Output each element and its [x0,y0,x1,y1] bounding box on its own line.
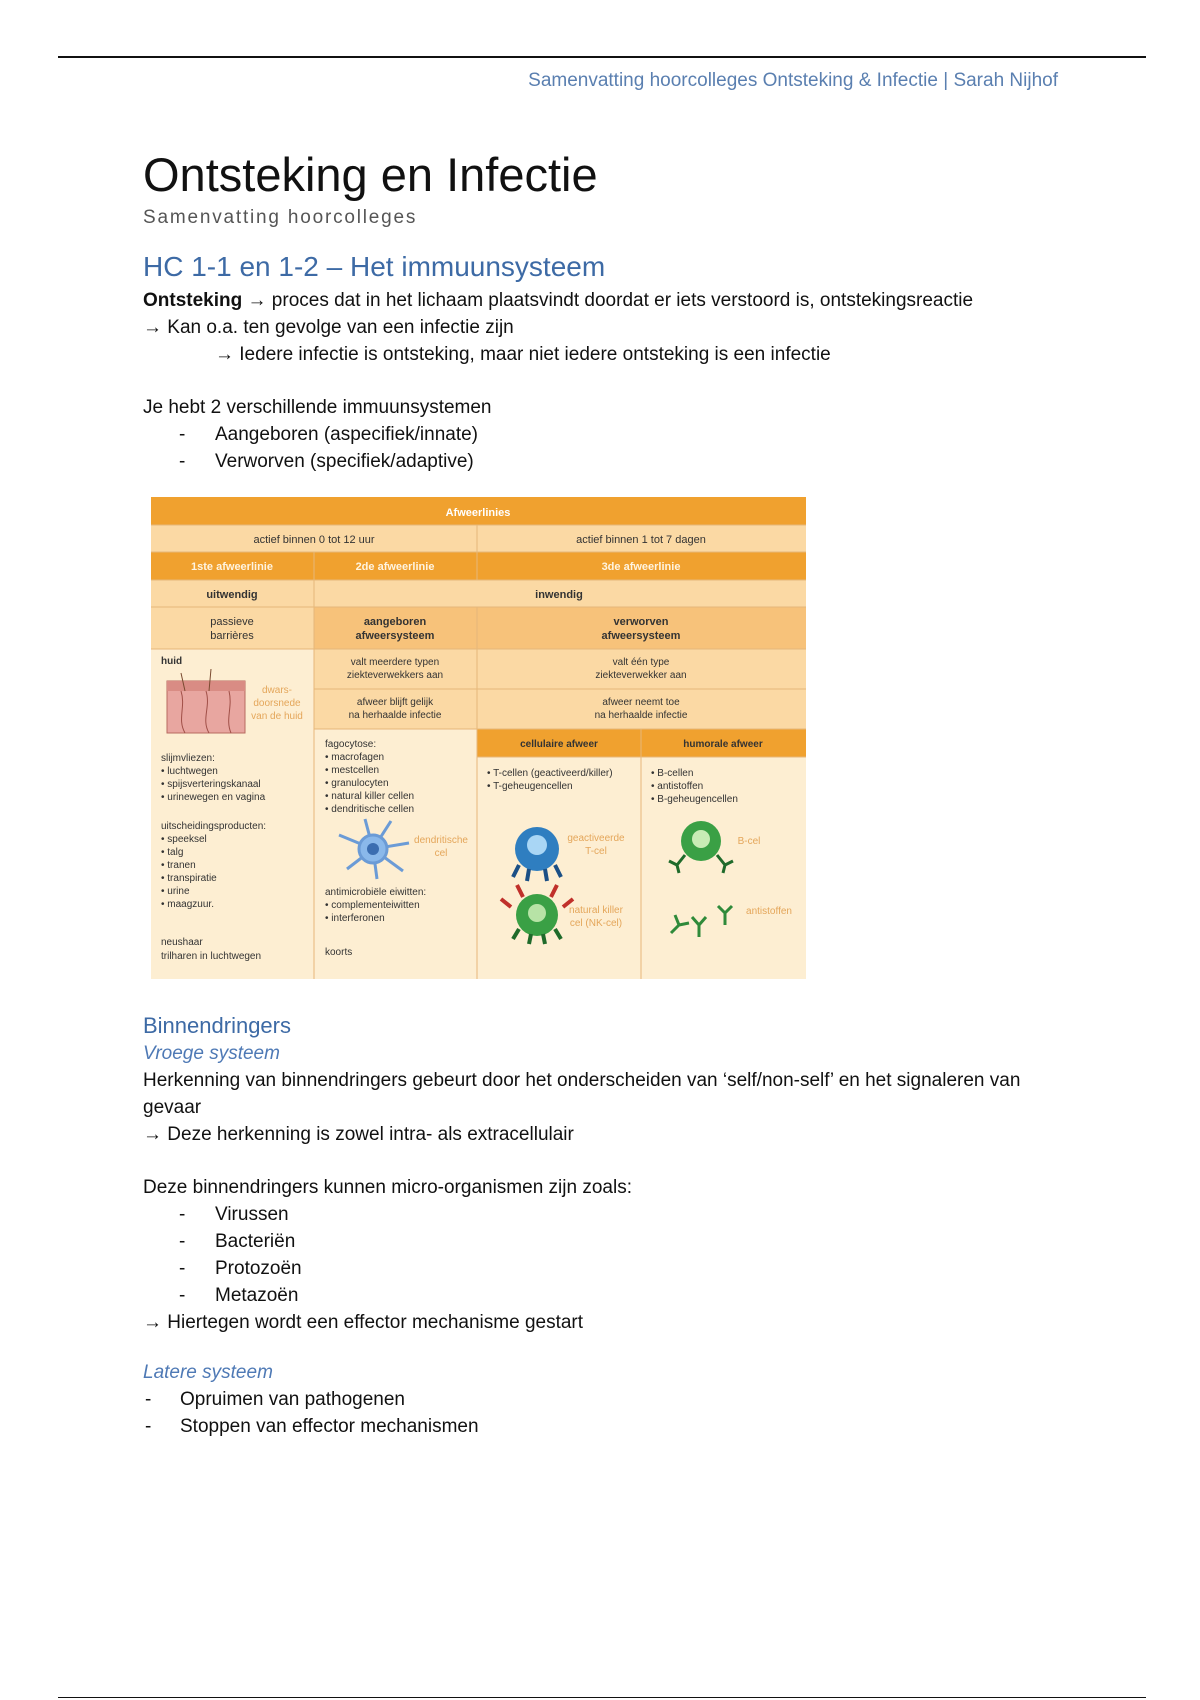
list-item: - Bacteriën [143,1228,1063,1255]
adaptive-repeat-2: na herhaalde infectie [594,709,688,721]
phagocyte-item: • dendritische cellen [325,803,415,815]
footer-rule [58,1697,1146,1698]
antimicrobial-item: • interferonen [325,912,385,924]
adaptive-targets-2: ziekteverwekker aan [595,669,687,681]
excretion-title: uitscheidingsproducten: [161,820,267,832]
innate-repeat-1: afweer blijft gelijk [356,696,434,708]
recognition-note: → Deze herkenning is zowel intra- als extracellulair [143,1123,574,1145]
antibodies-label: antistoffen [746,905,792,917]
b-cell-item: • antistoffen [651,780,704,792]
list-item: - Protozoën [143,1255,1063,1282]
adaptive-label-1: verworven [613,615,669,628]
excretion-item: • transpiratie [161,872,217,884]
nk-cell-label-1: natural killer [569,904,623,916]
list-item: - Opruimen van pathogenen [143,1386,1063,1413]
mucosa-item: • spijsverteringskanaal [161,778,261,790]
passive-label-2: barrières [210,629,254,642]
innate-label-2: afweersysteem [355,629,435,642]
intruders-list [143,1201,1063,1309]
phagocyte-item: • mestcellen [325,764,380,776]
time-innate: actief binnen 0 tot 12 uur [253,533,375,546]
infection-note: → Iedere infectie is ontsteking, maar niet iedere ontsteking is een infectie [215,343,831,365]
definition-term: Ontsteking [143,289,243,311]
running-header [528,70,1058,92]
intruders-intro: Deze binnendringers kunnen micro-organismen zijn zoals: [143,1176,632,1198]
definition-line [143,287,1063,314]
nk-cell-label-2: cel (NK-cel) [569,917,623,929]
effector-note: → Hiertegen wordt een effector mechanisme gestart [143,1311,584,1333]
b-cell-item: • B-cellen [651,767,694,779]
innate-targets-1: valt meerdere typen [350,656,440,668]
cellular-label: cellulaire afweer [520,738,598,750]
skin-label: huid [161,655,183,667]
adaptive-targets-1: valt één type [612,656,670,668]
subheading-later-system: Latere systeem [143,1361,273,1383]
document-subtitle: Samenvatting hoorcolleges [143,206,418,228]
subheading-early-system: Vroege systeem [143,1042,280,1064]
immune-systems-list [143,421,1063,475]
external-label: uitwendig [206,588,258,601]
list-item: - Virussen [143,1201,1063,1228]
cilia-label: trilharen in luchtwegen [161,950,262,962]
antimicrobial-item: • complementeiwitten [325,899,420,911]
phagocyte-item: • granulocyten [325,777,389,789]
phagocyte-item: • macrofagen [325,751,385,763]
innate-targets-2: ziekteverwekkers aan [346,669,444,681]
phagocyte-item: • natural killer cellen [325,790,415,802]
adaptive-repeat-1: afweer neemt toe [602,696,680,708]
humoral-label: humorale afweer [683,738,763,750]
header-separator: | [943,70,949,91]
excretion-item: • talg [161,846,184,858]
section-heading-immune-system: HC 1-1 en 1-2 – Het immuunsysteem [143,250,606,282]
list-item: - Verworven (specifiek/adaptive) [143,448,1063,475]
innate-label-1: aangeboren [363,615,427,628]
t-cell-item: • T-cellen (geactiveerd/killer) [487,767,613,779]
figure-title: Afweerlinies [445,506,511,519]
excretion-item: • maagzuur. [161,898,214,910]
list-item: - Stoppen van effector mechanismen [143,1413,1063,1440]
nose-hair-label: neushaar [161,936,203,948]
defense-lines-figure [151,497,806,979]
internal-label: inwendig [535,588,583,601]
dendritic-label-1: dendritische [414,834,468,846]
antimicrobial-title: antimicrobiële eiwitten: [325,886,427,898]
running-title: Samenvatting hoorcolleges Ontsteking & Infectie [528,70,938,91]
recognition-paragraph: Herkenning van binnendringers gebeurt door het onderscheiden van ‘self/non-self’ en het signaleren van gevaar [143,1069,1021,1118]
adaptive-label-2: afweersysteem [601,629,681,642]
skin-note-3: van de huid [251,710,303,722]
activated-t-label-2: T-cel [585,845,607,857]
mucosa-item: • urinewegen en vagina [161,791,266,803]
excretion-item: • tranen [161,859,196,871]
mucosa-title: slijmvliezen: [161,752,215,764]
definition-text: → proces dat in het lichaam plaatsvindt doordat er iets verstoord is, ontstekingsreactie [247,289,974,311]
skin-note-1: dwars- [261,684,293,696]
header-author: Sarah Nijhof [953,70,1058,91]
dendritic-label-2: cel [434,847,448,859]
second-defense-line: 2de afweerlinie [355,560,435,573]
time-adaptive: actief binnen 1 tot 7 dagen [576,533,706,546]
later-system-list [143,1386,1063,1440]
fever-label: koorts [325,946,353,958]
activated-t-label-1: geactiveerde [567,832,625,844]
defense-lines-diagram [151,497,806,979]
first-defense-line: 1ste afweerlinie [191,560,273,573]
infection-line: → Kan o.a. ten gevolge van een infectie zijn [143,316,514,338]
t-cell-item: • T-geheugencellen [487,780,573,792]
passive-label-1: passieve [210,615,254,628]
excretion-item: • urine [161,885,190,897]
page-content [143,150,1063,1440]
excretion-item: • speeksel [161,833,207,845]
b-cell-label: B-cel [737,835,761,847]
innate-repeat-2: na herhaalde infectie [348,709,442,721]
systems-intro: Je hebt 2 verschillende immuunsystemen [143,396,492,418]
header-rule [58,56,1146,58]
phagocytosis-title: fagocytose: [325,738,377,750]
third-defense-line: 3de afweerlinie [601,560,681,573]
skin-note-2: doorsnede [253,697,301,709]
document-title: Ontsteking en Infectie [143,148,598,201]
section-heading-intruders: Binnendringers [143,1012,291,1038]
list-item: - Aangeboren (aspecifiek/innate) [143,421,1063,448]
list-item: - Metazoën [143,1282,1063,1309]
mucosa-item: • luchtwegen [161,765,218,777]
b-cell-item: • B-geheugencellen [651,793,738,805]
